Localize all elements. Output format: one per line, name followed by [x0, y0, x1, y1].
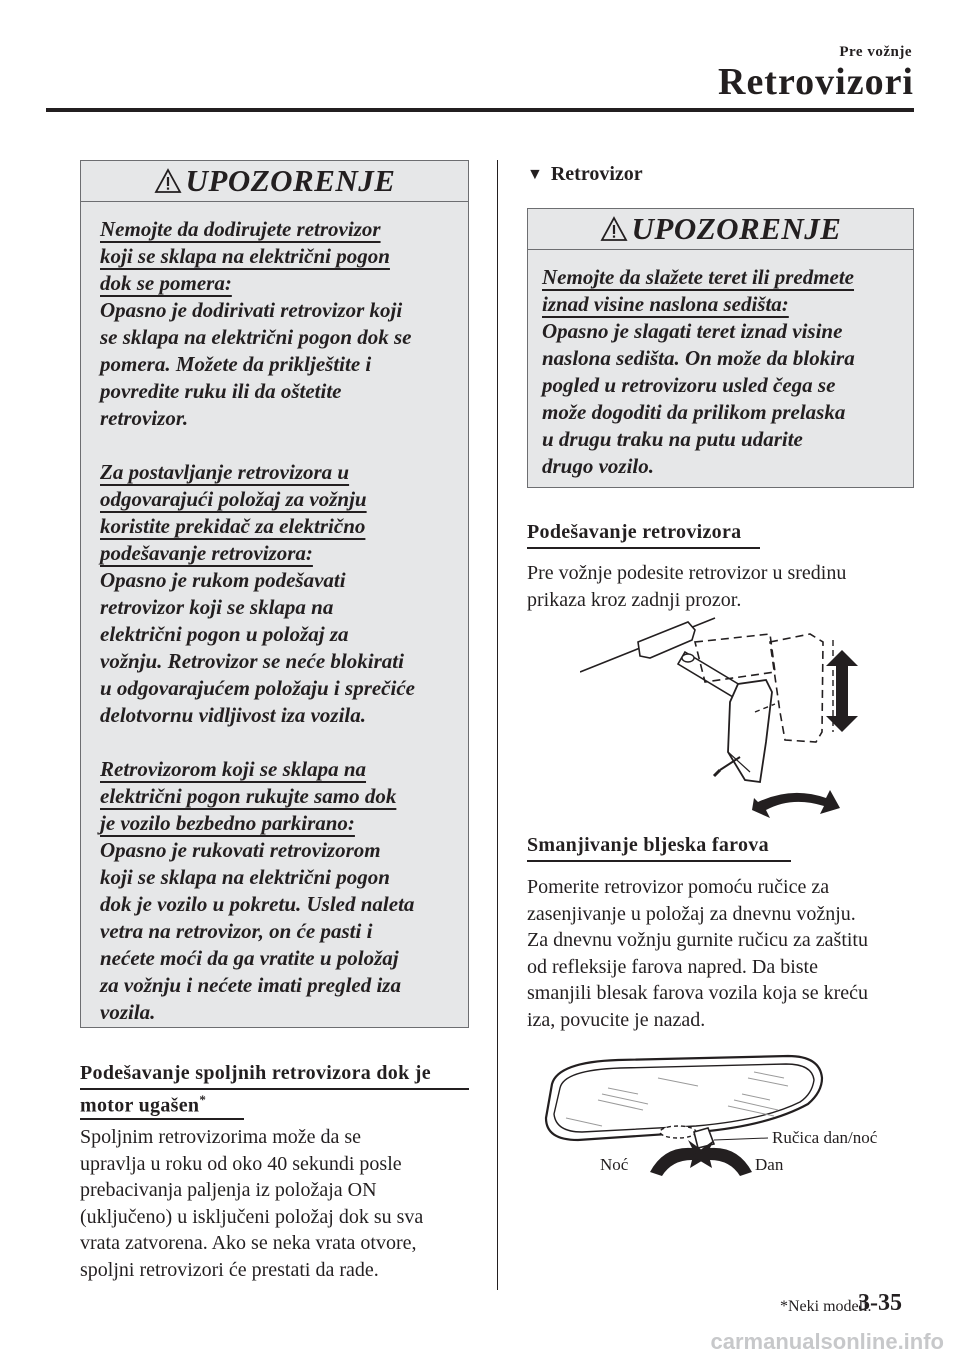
warn2-body-2: retrovizor koji se sklapa na	[100, 595, 334, 619]
outside-mirror-heading-1: Podešavanje spoljnih retrovizora dok je	[80, 1062, 431, 1084]
body-line: spoljni retrovizori će prestati da rade.	[80, 1258, 379, 1281]
warn3-body-1: Opasno je rukovati retrovizorom	[100, 838, 381, 862]
header-rule	[46, 108, 914, 112]
page-title: Retrovizori	[718, 61, 914, 103]
body-line: iza, povucite je nazad.	[527, 1008, 706, 1031]
warn3-body-3: dok je vozilo u pokretu. Usled naleta	[100, 892, 415, 916]
warn1-body-1: Opasno je dodirivati retrovizor koji	[100, 298, 403, 322]
right-warning-box	[527, 208, 914, 488]
warn1-heading-2: koji se sklapa na električni pogon	[100, 244, 390, 268]
body-line: od refleksije farova napred. Da biste	[527, 955, 818, 978]
body-line: zasenjivanje u položaj za dnevnu vožnju.	[527, 902, 856, 925]
heading-underline	[527, 860, 791, 862]
body-line: Pomerite retrovizor pomoću ručice za	[527, 876, 830, 898]
rwarn-body-4: može dogoditi da prilikom prelaska	[542, 400, 846, 424]
warning-body	[528, 250, 913, 480]
warn1-body-2: se sklapa na električni pogon dok se	[100, 325, 412, 349]
warn3-body-6: za vožnju i nećete imati pregled iza	[100, 973, 401, 997]
warn1-body-4: povredite ruku ili da oštetite	[100, 379, 342, 403]
footnote-mark: *	[199, 1092, 207, 1107]
body-line: upravlja u roku od oko 40 sekundi posle	[80, 1152, 402, 1175]
warn2-body-3: električni pogon u položaj za	[100, 622, 349, 646]
warning-triangle-icon	[600, 216, 628, 242]
adjust-body	[527, 560, 927, 613]
glare-heading: Smanjivanje bljeska farova	[527, 834, 769, 856]
warn1-heading-3: dok se pomera:	[100, 271, 232, 295]
warn3-body-2: koji se sklapa na električni pogon	[100, 865, 390, 889]
page-number: 3-35	[858, 1290, 902, 1316]
warn2-body-4: vožnju. Retrovizor se neće blokirati	[100, 649, 404, 673]
warn1-heading-1: Nemojte da dodirujete retrovizor	[100, 217, 381, 241]
warning-body	[81, 202, 468, 1026]
warning-header	[528, 209, 913, 250]
warn3-body-5: nećete moći da ga vratite u položaj	[100, 946, 399, 970]
watermark: carmanualsonline.info	[710, 1329, 944, 1354]
rwarn-heading-2: iznad visine naslona sedišta:	[542, 292, 789, 316]
heading-underline	[527, 547, 760, 549]
heading-underline	[80, 1118, 244, 1120]
warn1-body-5: retrovizor.	[100, 406, 189, 430]
warn2-heading-3: koristite prekidač za električno	[100, 514, 366, 538]
warn3-heading-3: je vozilo bezbedno parkirano:	[100, 811, 355, 835]
warn3-body-4: vetra na retrovizor, on će pasti i	[100, 919, 373, 943]
warning-triangle-icon	[154, 168, 182, 194]
adjust-heading: Podešavanje retrovizora	[527, 521, 742, 543]
warn1-body-3: pomera. Možete da priklještite i	[100, 352, 372, 376]
warn3-heading-2: električni pogon rukujte samo dok	[100, 784, 397, 808]
warn2-heading-1: Za postavljanje retrovizora u	[100, 460, 350, 484]
rwarn-body-5: u drugu traku na putu udarite	[542, 427, 803, 451]
body-line: vrata zatvorena. Ako se neka vrata otvore,	[80, 1232, 417, 1254]
rwarn-body-1: Opasno je slagati teret iznad visine	[542, 319, 843, 343]
rwarn-body-2: naslona sedišta. On može da blokira	[542, 346, 855, 370]
warn3-heading-1: Retrovizorom koji se sklapa na	[100, 757, 367, 781]
day-night-mirror-illustration	[538, 1048, 828, 1178]
outside-mirror-heading-2	[80, 1092, 206, 1118]
warning-title: UPOZORENJE	[631, 211, 842, 246]
retrovizor-subheading-text: Retrovizor	[550, 163, 643, 185]
rwarn-heading-1: Nemojte da slažete teret ili predmete	[542, 265, 855, 289]
warning-title: UPOZORENJE	[185, 163, 396, 198]
section-label: Pre vožnje	[839, 44, 912, 60]
rwarn-body-6: drugo vozilo.	[542, 454, 655, 478]
lever-label: Ručica dan/noć	[772, 1128, 878, 1147]
left-warning-box	[80, 160, 469, 1028]
warn2-heading-4: podešavanje retrovizora:	[100, 541, 313, 565]
warn2-body-1: Opasno je rukom podešavati	[100, 568, 346, 592]
body-line: (uključeno) u isključeni položaj dok su sva	[80, 1205, 424, 1228]
day-label: Dan	[755, 1155, 784, 1174]
warn2-heading-2: odgovarajući položaj za vožnju	[100, 487, 367, 511]
glare-body	[527, 874, 937, 1033]
warn3-body-7: vozila.	[100, 1000, 156, 1024]
outside-mirror-heading-text: motor ugašen	[80, 1094, 200, 1117]
body-line: prebacivanja paljenja iz položaja ON	[80, 1179, 377, 1201]
outside-mirror-body	[80, 1124, 480, 1283]
heading-underline	[80, 1088, 469, 1090]
warn2-body-6: delotvornu vidljivost iza vozila.	[100, 703, 366, 727]
retrovizor-subheading	[527, 163, 643, 186]
warn2-body-5: u odgovarajućem položaju i sprečiće	[100, 676, 415, 700]
warning-header	[81, 161, 468, 202]
body-line: Za dnevnu vožnju gurnite ručicu za zaštitu	[527, 929, 868, 951]
footnote: *Neki modeli.	[780, 1298, 872, 1315]
body-line: Pre vožnje podesite retrovizor u sredinu	[527, 562, 847, 584]
body-line: Spoljnim retrovizorima može da se	[80, 1126, 362, 1148]
mirror-adjust-illustration	[580, 612, 870, 827]
rwarn-body-3: pogled u retrovizoru usled čega se	[542, 373, 836, 397]
body-line: smanjili blesak farova vozila koja se kreću	[527, 982, 868, 1004]
body-line: prikaza kroz zadnji prozor.	[527, 588, 742, 611]
night-label: Noć	[600, 1155, 629, 1174]
triangle-down-icon: ▼	[527, 165, 543, 183]
column-divider	[497, 160, 498, 1290]
